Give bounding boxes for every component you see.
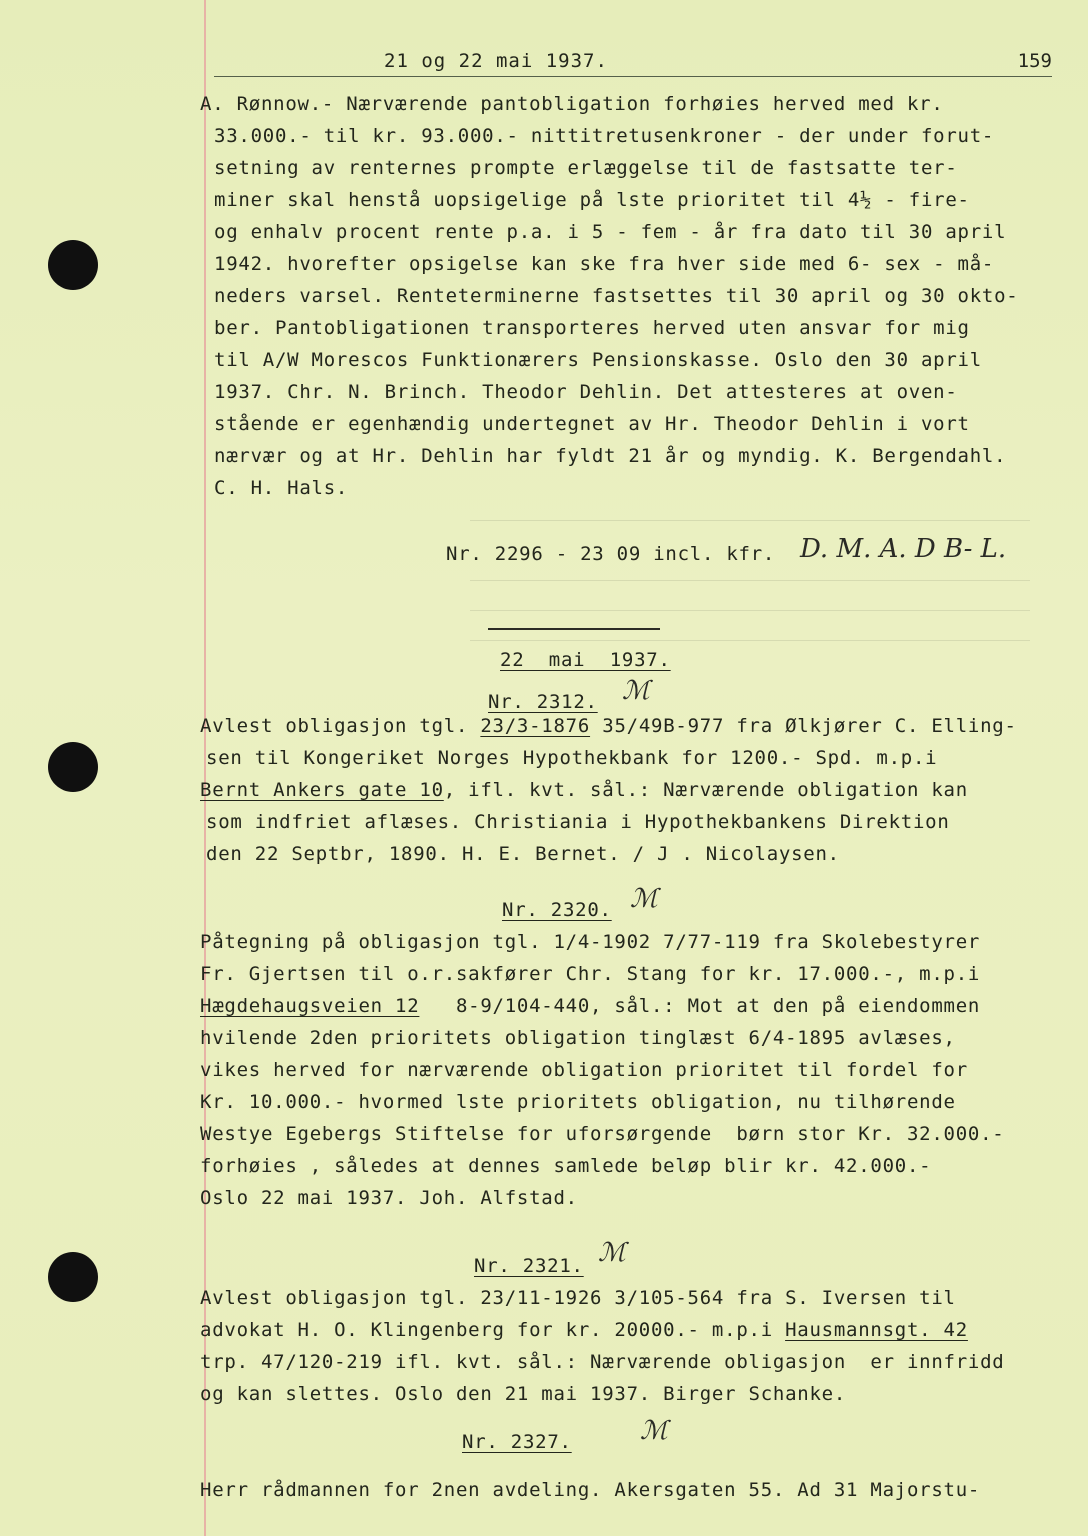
- entry-line: forhøies , således at dennes samlede beløp blir kr. 42.000.-: [200, 1155, 932, 1177]
- punch-hole-bottom: [48, 1252, 98, 1302]
- entry-line: som indfriet aflæses. Christiania i Hypothekbankens Direktion: [206, 811, 950, 833]
- reference-number: Nr. 2296 - 23 09 incl. kfr.: [446, 543, 776, 565]
- entry-number: Nr. 2320.: [502, 899, 612, 921]
- entry-line: den 22 Septbr, 1890. H. E. Bernet. / J . Nicolaysen.: [206, 843, 840, 865]
- page-header: [214, 50, 1052, 77]
- entry-line: setning av renternes prompte erlæggelse til de fastsatte ter-: [214, 157, 958, 179]
- entry-line: 1942. hvorefter opsigelse kan ske fra hver side med 6- sex - må-: [214, 253, 995, 275]
- page-number: 159: [1017, 50, 1052, 72]
- entry-line: Oslo 22 mai 1937. Joh. Alfstad.: [200, 1187, 578, 1209]
- entry-line: miner skal henstå uopsigelige på lste prioritet til 4½ - fire-: [214, 189, 970, 211]
- section-divider: [488, 628, 660, 630]
- entry-line: hvilende 2den prioritets obligation tinglæst 6/4-1895 avlæses,: [200, 1027, 956, 1049]
- bleed-through: [470, 580, 1030, 581]
- clerk-initials: D. M. A. D B- L.: [800, 534, 1007, 564]
- entry-line: Westye Egebergs Stiftelse for uforsørgende børn stor Kr. 32.000.-: [200, 1123, 1005, 1145]
- entry-line: trp. 47/120-219 ifl. kvt. sål.: Nærværende obligasjon er innfridd: [200, 1351, 1005, 1373]
- entry-line: Kr. 10.000.- hvormed lste prioritets obligation, nu tilhørende: [200, 1091, 956, 1113]
- entry-line: Avlest obligasjon tgl. 23/3-1876 35/49B-977 fra Ølkjører C. Elling-: [200, 715, 1017, 737]
- entry-line: Bernt Ankers gate 10, ifl. kvt. sål.: Nærværende obligation kan: [200, 779, 968, 801]
- entry-line: ber. Pantobligationen transporteres herved uten ansvar for mig: [214, 317, 970, 339]
- entry-line: Avlest obligasjon tgl. 23/11-1926 3/105-564 fra S. Iversen til: [200, 1287, 956, 1309]
- entry-number: Nr. 2321.: [474, 1255, 584, 1277]
- entry-line: advokat H. O. Klingenberg for kr. 20000.- m.p.i Hausmannsgt. 42: [200, 1319, 968, 1341]
- entry-line: Påtegning på obligasjon tgl. 1/4-1902 7/77-119 fra Skolebestyrer: [200, 931, 981, 953]
- entry-line: og enhalv procent rente p.a. i 5 - fem - år fra dato til 30 april: [214, 221, 1007, 243]
- section-date: 22 mai 1937.: [500, 649, 671, 671]
- clerk-initial: ℳ: [598, 1238, 626, 1268]
- punch-hole-top: [48, 240, 98, 290]
- header-date: 21 og 22 mai 1937.: [384, 50, 608, 72]
- entry-line: stående er egenhændig undertegnet av Hr. Theodor Dehlin i vort: [214, 413, 970, 435]
- entry-line: vikes herved for nærværende obligation prioritet til fordel for: [200, 1059, 968, 1081]
- entry-line: neders varsel. Renteterminerne fastsettes til 30 april og 30 okto-: [214, 285, 1019, 307]
- clerk-initial: ℳ: [640, 1416, 668, 1446]
- bleed-through: [470, 520, 1030, 521]
- clerk-initial: ℳ: [622, 676, 650, 706]
- entry-number: Nr. 2327.: [462, 1431, 572, 1453]
- entry-line: og kan slettes. Oslo den 21 mai 1937. Birger Schanke.: [200, 1383, 847, 1405]
- entry-line: sen til Kongeriket Norges Hypothekbank for 1200.- Spd. m.p.i: [206, 747, 938, 769]
- entry-line: 1937. Chr. N. Brinch. Theodor Dehlin. Det attesteres at oven-: [214, 381, 958, 403]
- entry-line: C. H. Hals.: [214, 477, 349, 499]
- entry-line: Herr rådmannen for 2nen avdeling. Akersgaten 55. Ad 31 Majorstu-: [200, 1479, 981, 1501]
- bleed-through: [470, 610, 1030, 611]
- punch-hole-middle: [48, 742, 98, 792]
- entry-line: 33.000.- til kr. 93.000.- nittitretusenkroner - der under forut-: [214, 125, 995, 147]
- entry-line: Hægdehaugsveien 12 8-9/104-440, sål.: Mot at den på eiendommen: [200, 995, 981, 1017]
- bleed-through: [470, 640, 1030, 641]
- entry-number: Nr. 2312.: [488, 691, 598, 713]
- entry-line: A. Rønnow.- Nærværende pantobligation forhøies herved med kr.: [200, 93, 944, 115]
- entry-line: til A/W Morescos Funktionærers Pensionskasse. Oslo den 30 april: [214, 349, 982, 371]
- clerk-initial: ℳ: [630, 884, 658, 914]
- entry-line: Fr. Gjertsen til o.r.sakfører Chr. Stang for kr. 17.000.-, m.p.i: [200, 963, 981, 985]
- entry-line: nærvær og at Hr. Dehlin har fyldt 21 år og myndig. K. Bergendahl.: [214, 445, 1007, 467]
